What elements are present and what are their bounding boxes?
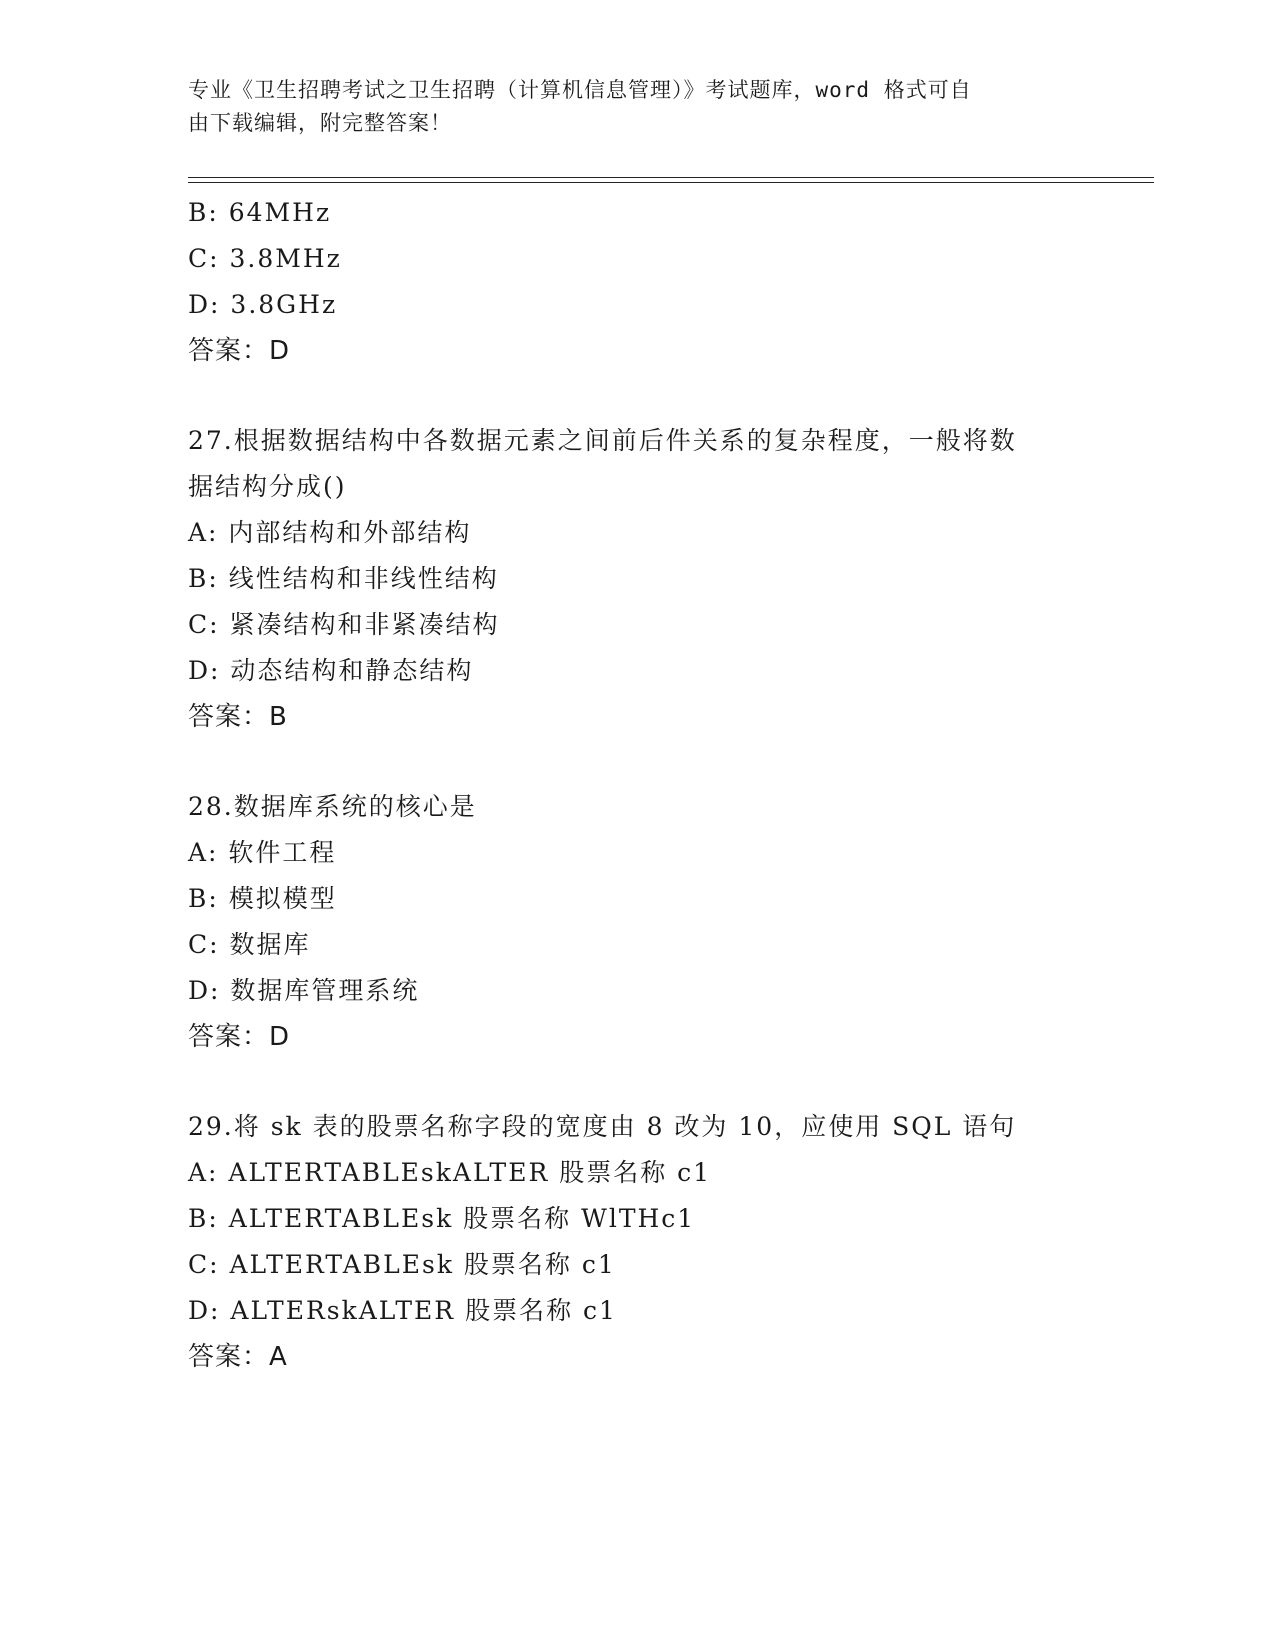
question-27 (188, 418, 1088, 740)
option-b: B: ALTERTABLEsk 股票名称 WlTHc1 (188, 1204, 696, 1233)
option-b: B: 模拟模型 (188, 884, 337, 913)
option-c: C: 数据库 (188, 930, 311, 959)
option-b: B: 64MHz (188, 198, 332, 227)
option-c: C: 3.8MHz (188, 244, 342, 273)
option-d: D: ALTERskALTER 股票名称 c1 (188, 1296, 617, 1325)
spacer (188, 374, 1088, 418)
answer-line: 答案：D (188, 1022, 291, 1052)
question-stem-line-1: 27.根据数据结构中各数据元素之间前后件关系的复杂程度，一般将数 (188, 426, 1017, 455)
header-line-2: 由下载编辑，附完整答案！ (188, 111, 452, 135)
option-d: D: 数据库管理系统 (188, 976, 420, 1005)
option-d: D: 动态结构和静态结构 (188, 656, 474, 685)
answer-line: 答案：D (188, 336, 291, 366)
question-26-partial (188, 190, 1088, 374)
option-c: C: ALTERTABLEsk 股票名称 c1 (188, 1250, 616, 1279)
question-list (188, 190, 1088, 1380)
answer-line: 答案：B (188, 702, 288, 732)
option-a: A: ALTERTABLEskALTER 股票名称 c1 (188, 1158, 712, 1187)
option-a: A: 软件工程 (188, 838, 337, 867)
header-divider-bottom (188, 182, 1154, 183)
option-c: C: 紧凑结构和非紧凑结构 (188, 610, 500, 639)
question-stem: 29.将 sk 表的股票名称字段的宽度由 8 改为 10，应使用 SQL 语句 (188, 1112, 1017, 1141)
header-line-1: 专业《卫生招聘考试之卫生招聘（计算机信息管理）》考试题库，word 格式可自 (188, 78, 972, 102)
spacer (188, 1060, 1088, 1104)
question-stem: 28.数据库系统的核心是 (188, 792, 477, 821)
question-stem-line-2: 据结构分成() (188, 472, 347, 501)
document-header (188, 74, 1068, 140)
spacer (188, 740, 1088, 784)
option-d: D: 3.8GHz (188, 290, 338, 319)
option-a: A: 内部结构和外部结构 (188, 518, 472, 547)
header-divider-top (188, 177, 1154, 178)
question-29 (188, 1104, 1088, 1380)
question-28 (188, 784, 1088, 1060)
answer-line: 答案：A (188, 1342, 288, 1372)
option-b: B: 线性结构和非线性结构 (188, 564, 499, 593)
